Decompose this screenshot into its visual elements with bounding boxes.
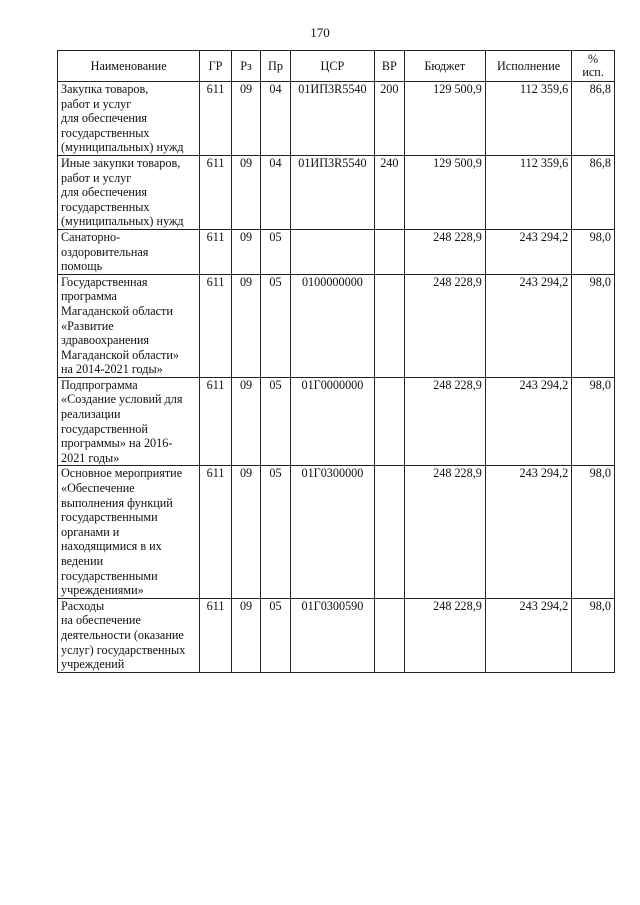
row-pct: 86,8 xyxy=(572,82,615,156)
header-execution: Исполнение xyxy=(485,51,571,82)
row-name-line: «Обеспечение xyxy=(61,481,135,496)
row-name-line: органами и xyxy=(61,524,120,539)
row-name-line: учреждениями» xyxy=(61,583,144,598)
header-percent-label: исп. xyxy=(582,65,604,79)
row-execution: 243 294,2 xyxy=(485,598,571,672)
row-vr xyxy=(375,274,404,377)
row-csr: 01ИП3R5540 xyxy=(290,82,374,156)
row-vr xyxy=(375,466,404,598)
row-execution: 243 294,2 xyxy=(485,274,571,377)
row-gr: 611 xyxy=(200,274,232,377)
row-gr: 611 xyxy=(200,155,232,229)
row-name-line: Магаданской области xyxy=(61,303,173,318)
row-pct: 98,0 xyxy=(572,466,615,598)
row-name-line: государственных xyxy=(61,125,150,140)
table-row xyxy=(58,377,615,466)
row-name-line: на обеспечение xyxy=(61,613,141,628)
row-name xyxy=(58,155,200,229)
row-budget: 248 228,9 xyxy=(404,229,485,274)
row-name-line: Иные закупки товаров, xyxy=(61,155,181,170)
row-pr: 05 xyxy=(261,229,290,274)
row-gr: 611 xyxy=(200,598,232,672)
row-gr: 611 xyxy=(200,466,232,598)
row-rz: 09 xyxy=(231,598,260,672)
row-gr: 611 xyxy=(200,82,232,156)
row-execution: 112 359,6 xyxy=(485,155,571,229)
row-name-line: «Развитие xyxy=(61,318,114,333)
row-rz: 09 xyxy=(231,82,260,156)
table-row xyxy=(58,229,615,274)
row-name-line: услуг) государственных xyxy=(61,642,186,657)
row-name-line: помощь xyxy=(61,259,103,274)
row-name xyxy=(58,466,200,598)
row-csr: 01Г0300000 xyxy=(290,466,374,598)
row-name-line: деятельности (оказание xyxy=(61,627,184,642)
table-row xyxy=(58,598,615,672)
row-gr: 611 xyxy=(200,377,232,466)
row-rz: 09 xyxy=(231,229,260,274)
row-vr xyxy=(375,377,404,466)
header-percent xyxy=(572,51,615,82)
table-row xyxy=(58,274,615,377)
row-pct: 98,0 xyxy=(572,598,615,672)
row-csr: 01ИП3R5540 xyxy=(290,155,374,229)
row-rz: 09 xyxy=(231,466,260,598)
row-budget: 129 500,9 xyxy=(404,82,485,156)
header-csr: ЦСР xyxy=(290,51,374,82)
budget-table xyxy=(57,50,615,673)
row-name xyxy=(58,274,200,377)
row-name-line: 2021 годы» xyxy=(61,450,120,465)
row-csr xyxy=(290,229,374,274)
row-execution: 112 359,6 xyxy=(485,82,571,156)
row-budget: 248 228,9 xyxy=(404,598,485,672)
row-name-line: Основное мероприятие xyxy=(61,466,183,481)
row-name-line: государственными xyxy=(61,510,158,525)
row-pct: 98,0 xyxy=(572,229,615,274)
row-pr: 04 xyxy=(261,155,290,229)
row-vr: 200 xyxy=(375,82,404,156)
row-vr xyxy=(375,598,404,672)
row-pct: 98,0 xyxy=(572,274,615,377)
table-row xyxy=(58,155,615,229)
row-pr: 05 xyxy=(261,466,290,598)
row-pr: 04 xyxy=(261,82,290,156)
row-pct: 86,8 xyxy=(572,155,615,229)
row-execution: 243 294,2 xyxy=(485,229,571,274)
row-execution: 243 294,2 xyxy=(485,377,571,466)
row-name-line: «Создание условий для xyxy=(61,392,183,407)
row-name-line: работ и услуг xyxy=(61,170,132,185)
row-name-line: (муниципальных) нужд xyxy=(61,214,184,229)
header-name: Наименование xyxy=(58,51,200,82)
row-name xyxy=(58,82,200,156)
row-name xyxy=(58,229,200,274)
row-rz: 09 xyxy=(231,155,260,229)
row-name-line: учреждений xyxy=(61,657,125,672)
row-rz: 09 xyxy=(231,377,260,466)
row-name-line: программа xyxy=(61,289,117,304)
header-vr: ВР xyxy=(375,51,404,82)
row-name-line: реализации xyxy=(61,407,121,422)
row-name-line: Закупка товаров, xyxy=(61,82,149,96)
header-budget: Бюджет xyxy=(404,51,485,82)
row-name-line: государственными xyxy=(61,568,158,583)
table-body xyxy=(58,82,615,673)
page-number: 170 xyxy=(310,25,330,40)
row-gr: 611 xyxy=(200,229,232,274)
row-name-line: на 2014-2021 годы» xyxy=(61,362,163,377)
row-name-line: оздоровительная xyxy=(61,244,149,259)
table-row xyxy=(58,82,615,156)
row-name-line: Подпрограмма xyxy=(61,377,138,392)
header-percent-sign: % xyxy=(588,52,599,66)
row-name-line: Расходы xyxy=(61,598,105,613)
row-budget: 248 228,9 xyxy=(404,466,485,598)
header-gr: ГР xyxy=(200,51,232,82)
row-budget: 248 228,9 xyxy=(404,377,485,466)
row-name-line: для обеспечения xyxy=(61,111,148,126)
row-pr: 05 xyxy=(261,274,290,377)
row-name xyxy=(58,377,200,466)
row-pct: 98,0 xyxy=(572,377,615,466)
row-csr: 0100000000 xyxy=(290,274,374,377)
row-pr: 05 xyxy=(261,598,290,672)
row-name-line: здравоохранения xyxy=(61,333,150,348)
row-name-line: программы» на 2016- xyxy=(61,436,173,451)
row-name-line: работ и услуг xyxy=(61,96,132,111)
row-name-line: выполнения функций xyxy=(61,495,173,510)
row-rz: 09 xyxy=(231,274,260,377)
row-name-line: Магаданской области» xyxy=(61,347,179,362)
header-rz: Рз xyxy=(231,51,260,82)
header-row xyxy=(58,51,615,82)
row-name-line: государственной xyxy=(61,421,148,436)
row-pr: 05 xyxy=(261,377,290,466)
row-name-line: (муниципальных) нужд xyxy=(61,140,184,155)
row-vr: 240 xyxy=(375,155,404,229)
table-row xyxy=(58,466,615,598)
row-name-line: Санаторно- xyxy=(61,229,121,244)
row-name-line: ведении xyxy=(61,554,104,568)
row-name-line: находящимися в их xyxy=(61,539,162,554)
row-budget: 129 500,9 xyxy=(404,155,485,229)
row-name xyxy=(58,598,200,672)
row-budget: 248 228,9 xyxy=(404,274,485,377)
row-vr xyxy=(375,229,404,274)
row-name-line: для обеспечения xyxy=(61,185,148,200)
row-execution: 243 294,2 xyxy=(485,466,571,598)
row-name-line: Государственная xyxy=(61,274,148,289)
row-csr: 01Г0300590 xyxy=(290,598,374,672)
row-name-line: государственных xyxy=(61,199,150,214)
row-csr: 01Г0000000 xyxy=(290,377,374,466)
header-pr: Пр xyxy=(261,51,290,82)
